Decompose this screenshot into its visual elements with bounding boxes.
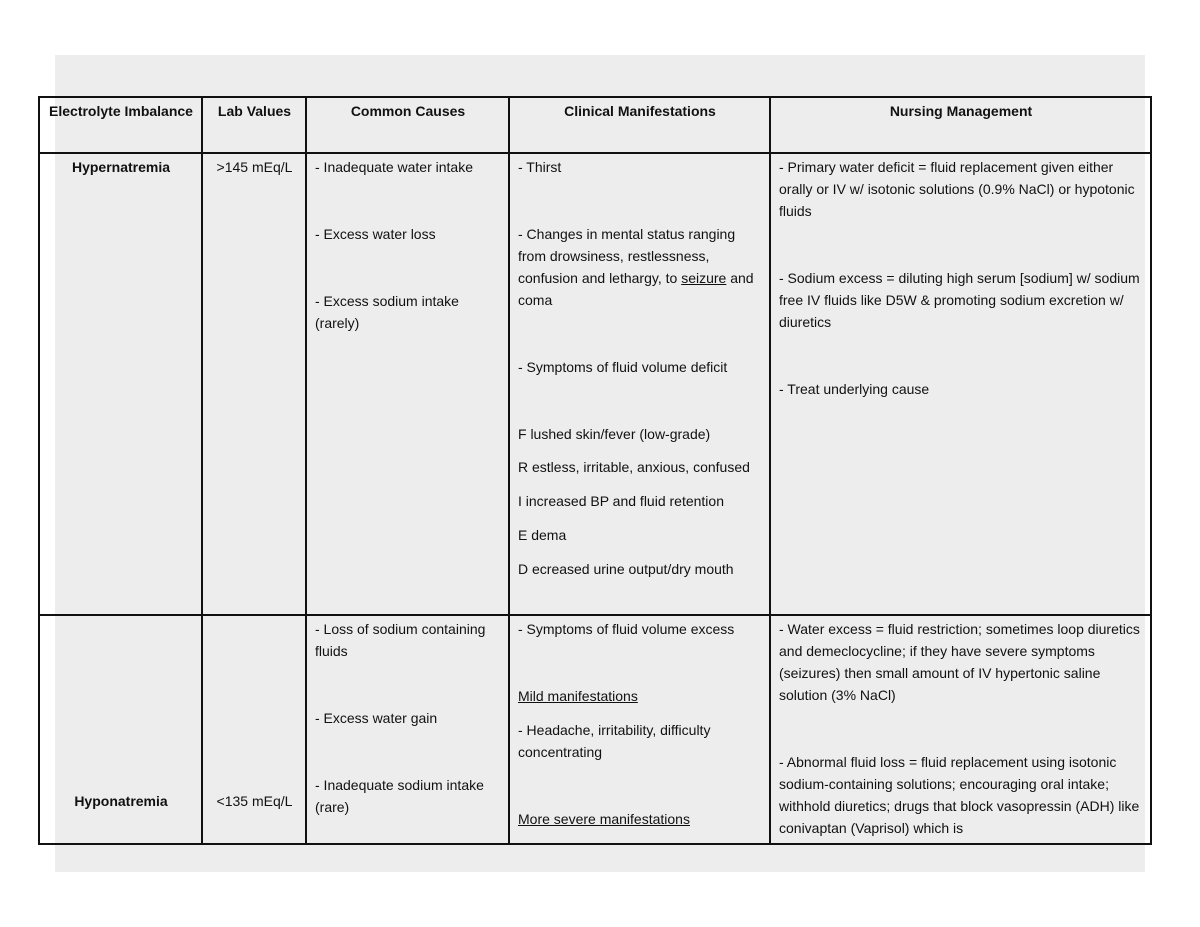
mnemonic-item: R estless, irritable, anxious, confused: [518, 459, 750, 475]
manifestation-item: - Changes in mental status ranging from drowsiness, restlessness, confusion and lethargy, to seizure and coma: [518, 226, 754, 308]
management-item: - Sodium excess = diluting high serum [sodium] w/ sodium free IV fluids like D5W & promoting sodium excretion w/ diuretics: [779, 270, 1140, 330]
cause-item: - Inadequate water intake: [315, 159, 473, 175]
causes-cell: [306, 615, 509, 844]
management-item: - Treat underlying cause: [779, 381, 930, 397]
management-cell: [770, 153, 1151, 615]
cause-item: - Inadequate sodium intake (rare): [315, 777, 484, 815]
manifestation-item: - Symptoms of fluid volume deficit: [518, 359, 728, 375]
header-nursing-management: Nursing Management: [770, 97, 1151, 153]
mnemonic-item: D ecreased urine output/dry mouth: [518, 561, 734, 577]
causes-cell: [306, 153, 509, 615]
row-name: Hypernatremia: [39, 153, 202, 615]
mnemonic-item: I increased BP and fluid retention: [518, 493, 724, 509]
header-lab-values: Lab Values: [202, 97, 306, 153]
cause-item: - Loss of sodium containing fluids: [315, 621, 486, 659]
cause-item: - Excess water gain: [315, 710, 438, 726]
lab-value: >145 mEq/L: [202, 153, 306, 615]
severe-heading: More severe manifestations: [518, 811, 690, 827]
electrolyte-table: [38, 96, 1152, 845]
management-item: - Water excess = fluid restriction; sometimes loop diuretics and demeclocycline; if they have severe symptoms (seizures) then small amount of IV hypertonic saline solution (3% NaCl): [779, 621, 1140, 703]
underlined-term: seizure: [681, 270, 727, 286]
cause-item: - Excess sodium intake (rarely): [315, 293, 459, 331]
mnemonic-item: F lushed skin/fever (low-grade): [518, 426, 711, 442]
mild-heading: Mild manifestations: [518, 688, 638, 704]
cause-item: - Excess water loss: [315, 226, 436, 242]
header-clinical-manifestations: Clinical Manifestations: [509, 97, 770, 153]
manifestations-cell: [509, 615, 770, 844]
management-cell: [770, 615, 1151, 844]
manifestation-item: - Symptoms of fluid volume excess: [518, 621, 735, 637]
manifestation-item: - Thirst: [518, 159, 562, 175]
table-row: [39, 153, 1151, 615]
row-name: Hyponatremia: [39, 615, 202, 844]
table-row: [39, 615, 1151, 844]
mnemonic-item: E dema: [518, 527, 567, 543]
header-common-causes: Common Causes: [306, 97, 509, 153]
header-electrolyte: Electrolyte Imbalance: [39, 97, 202, 153]
manifestations-cell: [509, 153, 770, 615]
header-row: [39, 97, 1151, 153]
management-item: - Primary water deficit = fluid replacement given either orally or IV w/ isotonic solutions (0.9% NaCl) or hypotonic fluids: [779, 159, 1135, 219]
lab-value: <135 mEq/L: [202, 615, 306, 844]
management-item: - Abnormal fluid loss = fluid replacement using isotonic sodium-containing solutions; encouraging oral intake; withhold diuretics; drugs that block vasopressin (ADH) like conivaptan (Vaprisol) which is: [779, 754, 1140, 836]
manifestation-item: - Headache, irritability, difficulty concentrating: [518, 722, 711, 760]
